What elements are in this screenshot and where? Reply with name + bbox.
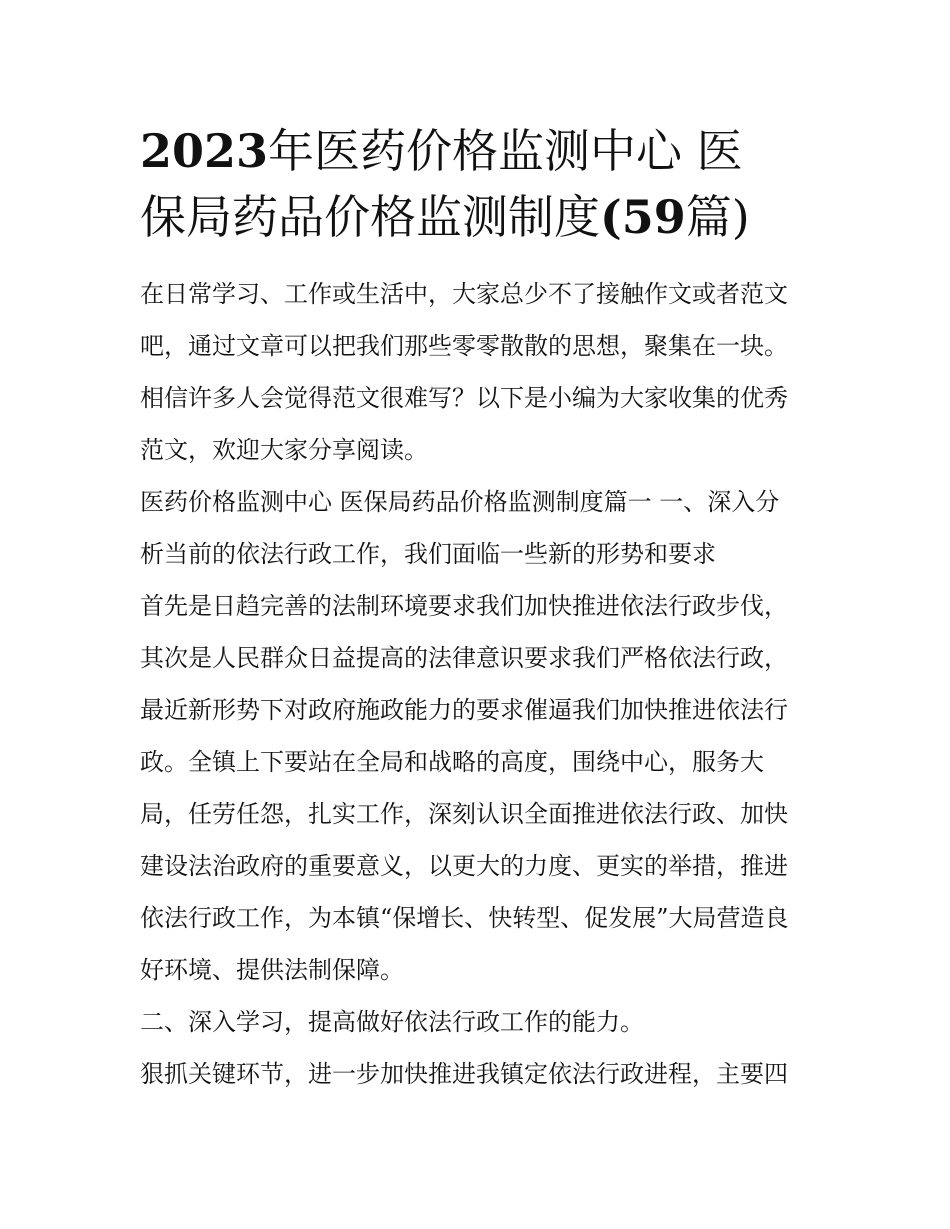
text-line: 依法行政工作，为本镇“保增长、快转型、促发展”大局营造良 [140, 904, 789, 932]
title-suffix: 篇) [685, 190, 750, 244]
title-text: 年医药价格监测中心 医 [268, 124, 743, 178]
text-line: 相信许多人会觉得范文很难写？以下是小编为大家收集的优秀 [140, 384, 788, 412]
paragraph-section-2-heading [140, 996, 812, 1048]
text-line: 其次是人民群众日益提高的法律意识要求我们严格依法行政， [140, 644, 788, 672]
title-year: 2023 [140, 124, 269, 178]
text-line: 在日常学习、工作或生活中，大家总少不了接触作文或者范文 [140, 280, 788, 308]
document-body [140, 268, 812, 1100]
paragraph-section-1-body [140, 580, 812, 996]
paragraph-intro [140, 268, 812, 476]
title-count: (59 [600, 190, 686, 244]
text-line: 建设法治政府的重要意义，以更大的力度、更实的举措，推进 [140, 852, 788, 880]
text-line: 范文，欢迎大家分享阅读。 [140, 436, 428, 464]
text-line: 首先是日趋完善的法制环境要求我们加快推进依法行政步伐， [140, 592, 788, 620]
paragraph-section-2-body [140, 1048, 812, 1100]
document-page [140, 118, 812, 1100]
paragraph-section-1-heading [140, 476, 812, 580]
text-line: 好环境、提供法制保障。 [140, 956, 404, 984]
title-line-2 [140, 184, 812, 250]
text-line: 狠抓关键环节，进一步加快推进我镇定依法行政进程，主要四 [140, 1060, 788, 1088]
text-line: 析当前的依法行政工作，我们面临一些新的形势和要求 [140, 540, 716, 568]
text-line: 政。全镇上下要站在全局和战略的高度，围绕中心，服务大 [140, 748, 764, 776]
document-title [140, 118, 812, 250]
text-line: 最近新形势下对政府施政能力的要求催逼我们加快推进依法行 [140, 696, 788, 724]
text-line: 吧，通过文章可以把我们那些零零散散的思想，聚集在一块。 [140, 332, 788, 360]
text-line: 局，任劳任怨，扎实工作，深刻认识全面推进依法行政、加快 [140, 800, 788, 828]
text-line: 医药价格监测中心 医保局药品价格监测制度篇一 一、深入分 [140, 488, 780, 516]
text-line: 二、深入学习，提高做好依法行政工作的能力。 [140, 1008, 644, 1036]
title-text: 保局药品价格监测制度 [140, 190, 600, 244]
title-line-1 [140, 118, 812, 184]
